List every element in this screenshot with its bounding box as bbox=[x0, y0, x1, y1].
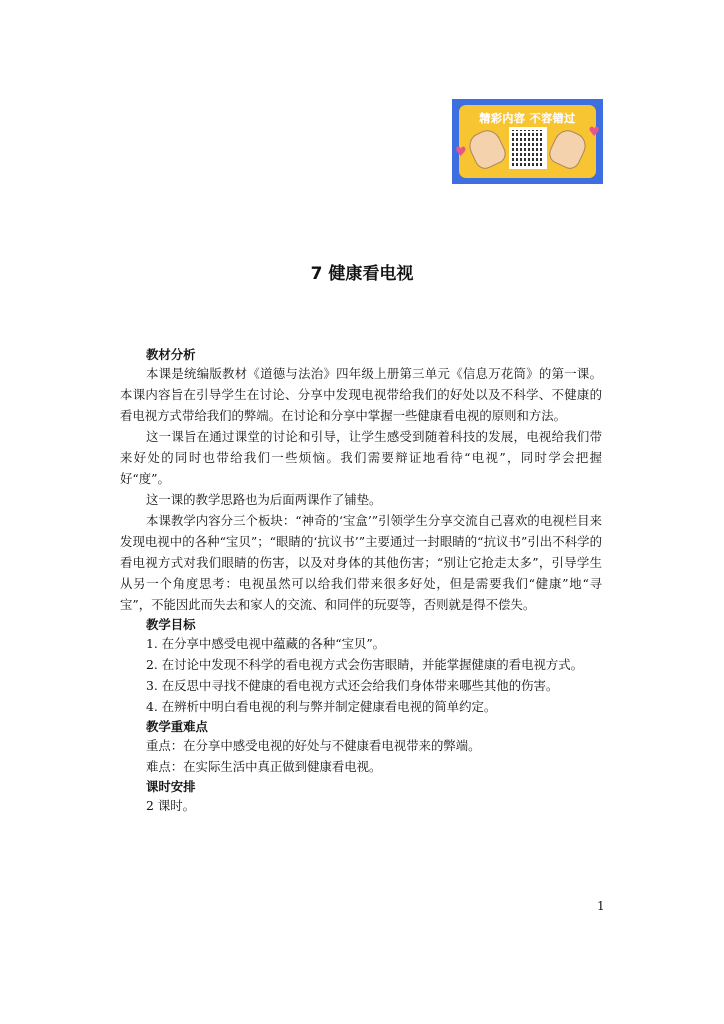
section-heading-goals: 教学目标 bbox=[146, 617, 196, 632]
paragraph: 本课教学内容分三个板块：“神奇的‘宝盒’”引领学生分享交流自己喜欢的电视栏目来发现电视中的各种“宝贝”；“眼睛的‘抗议书’”主要通过一封眼睛的“抗议书”引出不科学的看电视方式对我们眼睛的伤害，以及对身体的其他伤害；“别让它抢走太多”，引导学生从另一个角度思考：电视虽然可以给我们带来很多好处，但是需要我们“健康”地“寻宝”，不能因此而失去和家人的交流、和同伴的玩耍等，否则就是得不偿失。 bbox=[120, 513, 602, 612]
section-heading-analysis: 教材分析 bbox=[146, 347, 196, 362]
list-item: 2 课时。 bbox=[146, 798, 195, 813]
page-number: 1 bbox=[597, 899, 605, 913]
banner-title: 精彩内容 不容错过 bbox=[479, 112, 576, 125]
list-item: 3. 在反思中寻找不健康的看电视方式还会给我们身体带来哪些其他的伤害。 bbox=[146, 678, 559, 693]
list-item: 2. 在讨论中发现不科学的看电视方式会伤害眼睛，并能掌握健康的看电视方式。 bbox=[146, 657, 584, 672]
clapping-hand-icon bbox=[546, 126, 590, 172]
section-heading-schedule: 课时安排 bbox=[146, 779, 196, 794]
promo-banner[interactable] bbox=[452, 99, 603, 184]
heart-icon: ♥ bbox=[588, 125, 600, 140]
paragraph: 这一课的教学思路也为后面两课作了铺垫。 bbox=[146, 492, 382, 507]
list-item: 重点：在分享中感受电视的好处与不健康看电视带来的弊端。 bbox=[146, 738, 481, 753]
paragraph: 这一课旨在通过课堂的讨论和引导，让学生感受到随着科技的发展，电视给我们带来好处的同时也带给我们一些烦恼。我们需要辩证地看待“电视”，同时学会把握好“度”。 bbox=[120, 429, 602, 486]
list-item: 难点：在实际生活中真正做到健康看电视。 bbox=[146, 759, 382, 774]
lesson-title: 7 健康看电视 bbox=[310, 264, 414, 284]
list-item: 4. 在辨析中明白看电视的利与弊并制定健康看电视的简单约定。 bbox=[146, 699, 497, 714]
document-body bbox=[120, 345, 602, 816]
list-item: 1. 在分享中感受电视中蕴藏的各种“宝贝”。 bbox=[146, 636, 386, 651]
qr-pattern bbox=[512, 130, 544, 166]
qr-code-icon[interactable] bbox=[509, 127, 547, 169]
paragraph: 本课是统编版教材《道德与法治》四年级上册第三单元《信息万花筒》的第一课。本课内容旨在引导学生在讨论、分享中发现电视带给我们的好处以及不科学、不健康的看电视方式带给我们的弊端。在讨论和分享中掌握一些健康看电视的原则和方法。 bbox=[120, 366, 602, 423]
section-heading-key-points: 教学重难点 bbox=[146, 719, 208, 734]
heart-icon: ♥ bbox=[455, 145, 467, 160]
clapping-hand-icon bbox=[465, 126, 509, 172]
banner-card bbox=[455, 105, 600, 178]
